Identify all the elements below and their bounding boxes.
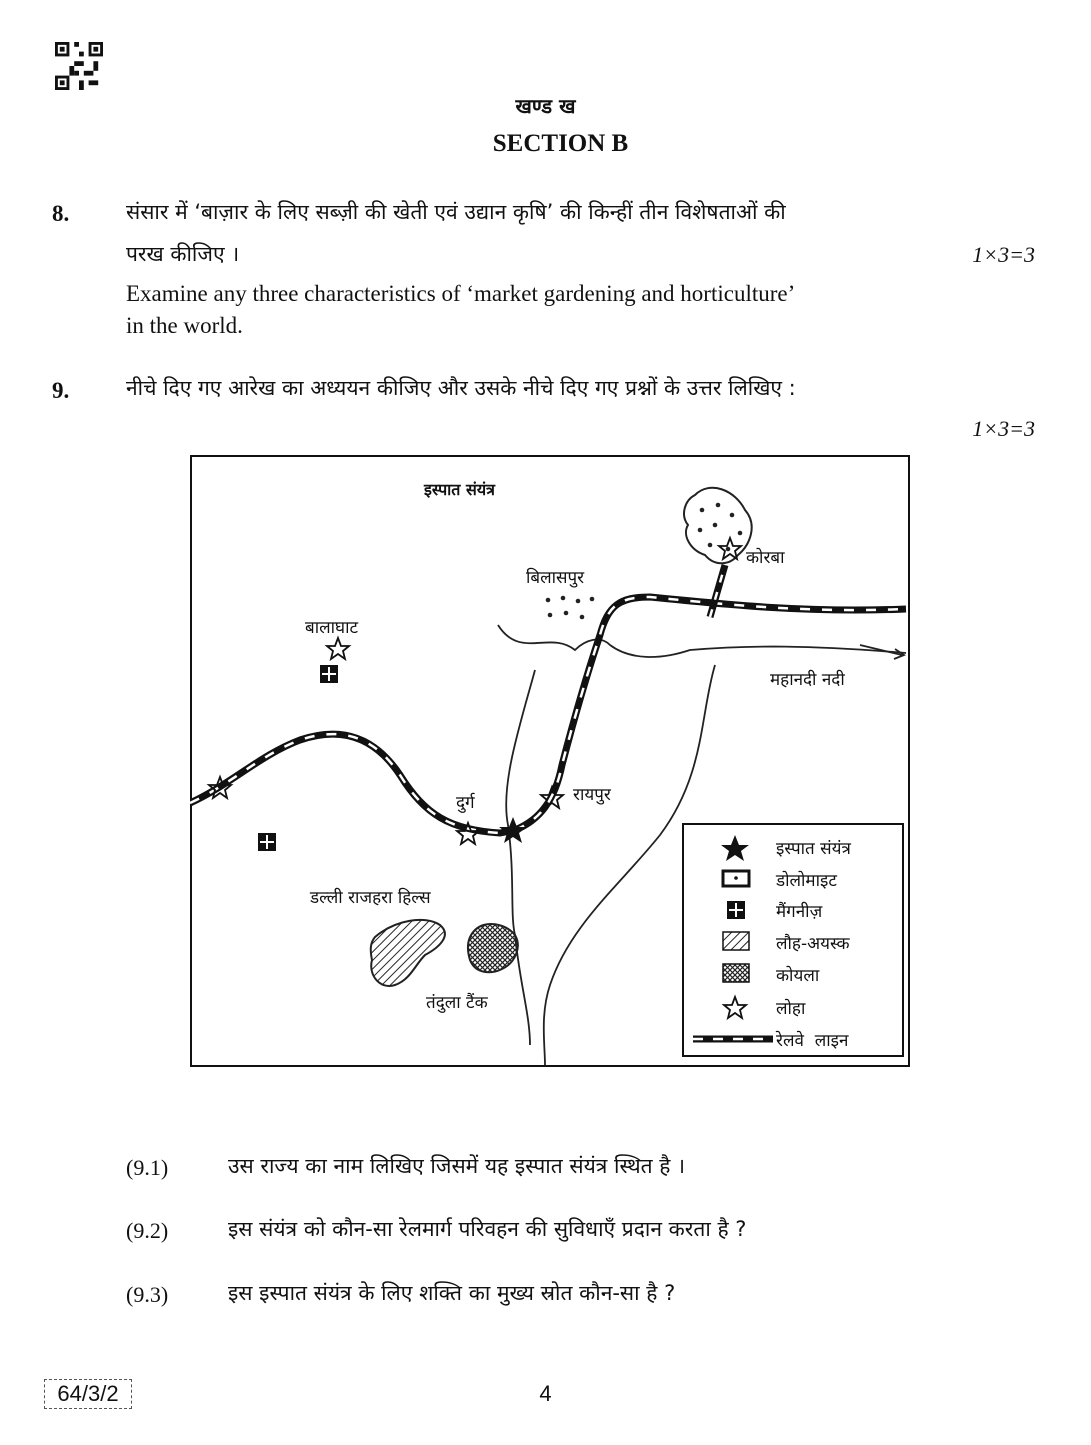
subquestion-9-2-number: (9.2) bbox=[126, 1218, 169, 1243]
legend-manganese-icon bbox=[727, 901, 745, 919]
question-8-marks: 1×3=3 bbox=[972, 242, 1035, 267]
map-title: इस्पात संयंत्र bbox=[424, 480, 495, 499]
paper-code: 64/3/2 bbox=[44, 1379, 132, 1409]
legend-coal-icon bbox=[723, 964, 749, 982]
label-raipur: रायपुर bbox=[573, 785, 611, 805]
question-8-hindi-line2: परख कीजिए । bbox=[126, 242, 240, 266]
legend-iron-ore-icon bbox=[723, 932, 749, 950]
west-manganese-icon bbox=[258, 833, 276, 851]
legend-dolomite-icon bbox=[723, 871, 749, 886]
label-korba: कोरबा bbox=[746, 548, 785, 568]
question-8-number: 8. bbox=[52, 201, 70, 226]
question-8-hindi-line1: संसार में ‘बाज़ार के लिए सब्ज़ी की खेती एवं उद्यान कृषि’ की किन्हीं तीन विशेषताओं की bbox=[126, 200, 786, 224]
legend-label-dolomite: डोलोमाइट bbox=[776, 871, 837, 891]
legend-label-coal: कोयला bbox=[776, 966, 820, 986]
question-9-marks: 1×3=3 bbox=[972, 416, 1035, 441]
subquestion-9-3-text: इस इस्पात संयंत्र के लिए शक्ति का मुख्य स्रोत कौन-सा है ? bbox=[228, 1281, 676, 1305]
label-dalli-rajhara-hills: डल्ली राजहरा हिल्स bbox=[310, 888, 431, 908]
balaghat-manganese-icon bbox=[320, 665, 338, 683]
legend-label-steel-plant: इस्पात संयंत्र bbox=[776, 839, 851, 859]
legend-label-iron-ore: लौह-अयस्क bbox=[776, 934, 850, 954]
label-mahanadi: महानदी नदी bbox=[770, 670, 845, 690]
legend-label-iron: लोहा bbox=[776, 999, 806, 1019]
subquestion-9-1-number: (9.1) bbox=[126, 1155, 169, 1180]
qr-code-icon bbox=[54, 42, 104, 90]
question-8-english-line1: Examine any three characteristics of ‘market gardening and horticulture’ bbox=[126, 281, 796, 306]
legend-label-manganese: मैंगनीज़ bbox=[776, 902, 823, 922]
label-bilaspur: बिलासपुर bbox=[526, 568, 585, 588]
section-heading-hindi: खण्ड ख bbox=[515, 94, 576, 118]
label-durg: दुर्ग bbox=[456, 793, 475, 813]
question-8-english-line2: in the world. bbox=[126, 313, 243, 338]
subquestion-9-3-number: (9.3) bbox=[126, 1282, 169, 1307]
label-tandula-tank: तंदुला टैंक bbox=[426, 993, 488, 1013]
steel-plant-map bbox=[190, 455, 910, 1067]
question-9-hindi-line1: नीचे दिए गए आरेख का अध्ययन कीजिए और उसके नीचे दिए गए प्रश्नों के उत्तर लिखिए : bbox=[126, 376, 796, 400]
subquestion-9-2-text: इस संयंत्र को कौन-सा रेलमार्ग परिवहन की सुविधाएँ प्रदान करता है ? bbox=[228, 1217, 747, 1241]
section-heading-english: SECTION B bbox=[492, 130, 629, 157]
question-9-number: 9. bbox=[52, 378, 70, 403]
label-balaghat: बालाघाट bbox=[305, 618, 359, 638]
page-number: 4 bbox=[539, 1381, 552, 1406]
subquestion-9-1-text: उस राज्य का नाम लिखिए जिसमें यह इस्पात संयंत्र स्थित है । bbox=[228, 1154, 686, 1178]
legend-label-railway: रेलवे लाइन bbox=[776, 1031, 849, 1051]
